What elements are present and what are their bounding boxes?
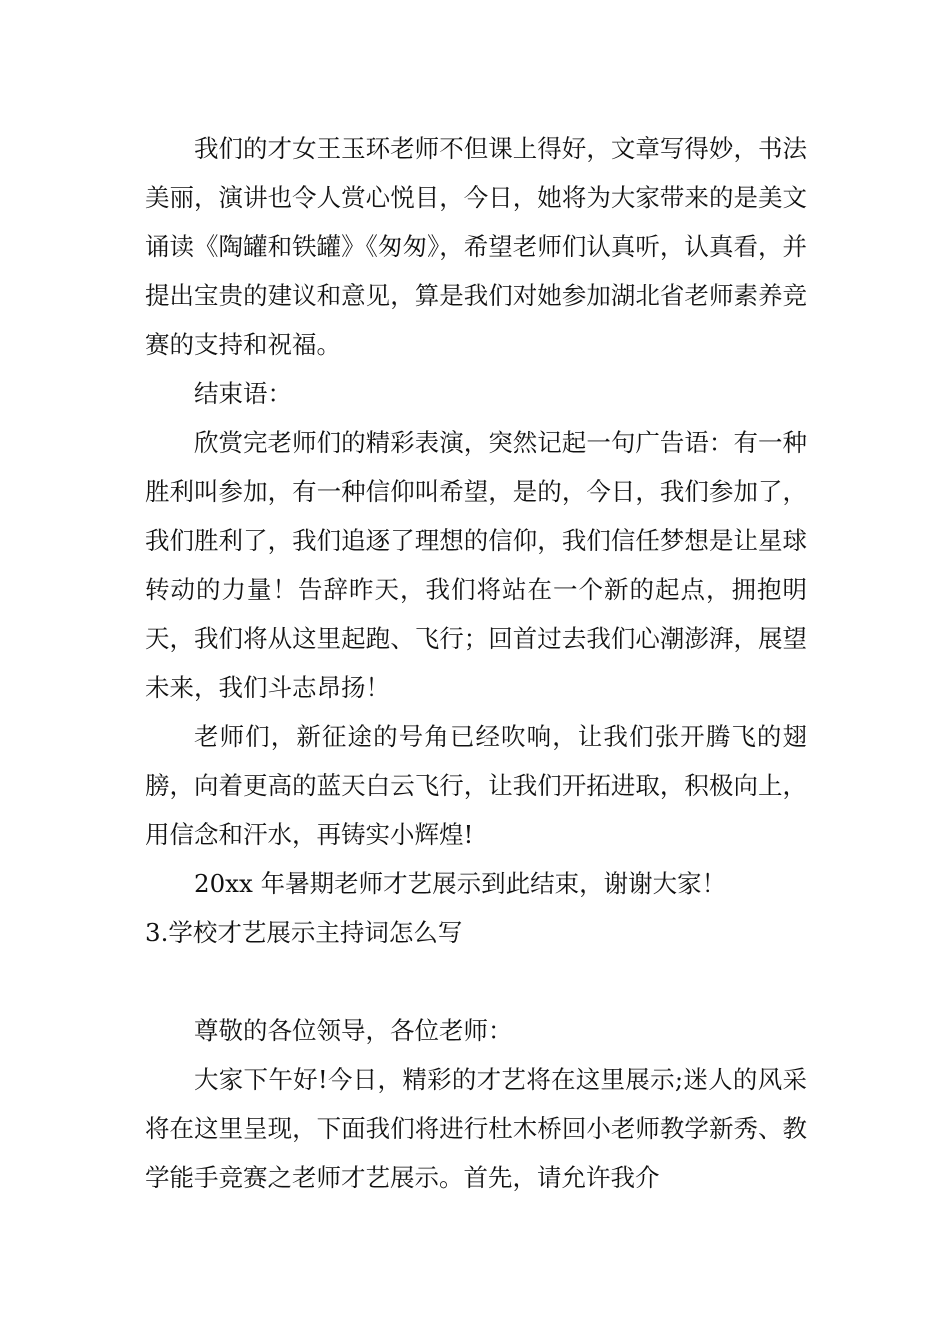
document-body [145, 124, 807, 1202]
section-heading: 3.学校才艺展示主持词怎么写 [145, 918, 463, 947]
paragraph-performer-intro: 我们的才女王玉环老师不但课上得好，文章写得妙，书法美丽，演讲也令人赏心悦目，今日，她将为大家带来的是美文诵读《陶罐和铁罐》《匆匆》，希望老师们认真听，认真看，并提出宝贵的建议和意见，算是我们对她参加湖北省老师素养竞赛的支持和祝福。 [145, 134, 807, 359]
paragraph-greeting: 尊敬的各位领导，各位老师： [194, 1016, 513, 1045]
blank-line [145, 957, 807, 1006]
paragraph-teachers-call: 老师们，新征途的号角已经吹响，让我们张开腾飞的翅膀，向着更高的蓝天白云飞行，让我们开拓进取，积极向上，用信念和汗水，再铸实小辉煌! [145, 722, 807, 849]
paragraph-event-end: 20xx 年暑期老师才艺展示到此结束，谢谢大家！ [194, 869, 727, 898]
paragraph-closing-label: 结束语： [194, 379, 292, 408]
paragraph-closing-speech: 欣赏完老师们的精彩表演，突然记起一句广告语：有一种胜利叫参加，有一种信仰叫希望，是的，今日，我们参加了，我们胜利了，我们追逐了理想的信仰，我们信任梦想是让星球转动的力量！告辞昨天，我们将站在一个新的起点，拥抱明天，我们将从这里起跑、飞行；回首过去我们心潮澎湃，展望未来，我们斗志昂扬！ [145, 428, 807, 702]
paragraph-opening: 大家下午好!今日，精彩的才艺将在这里展示;迷人的风采将在这里呈现，下面我们将进行杜木桥回小老师教学新秀、教学能手竞赛之老师才艺展示。首先，请允许我介 [145, 1065, 807, 1192]
